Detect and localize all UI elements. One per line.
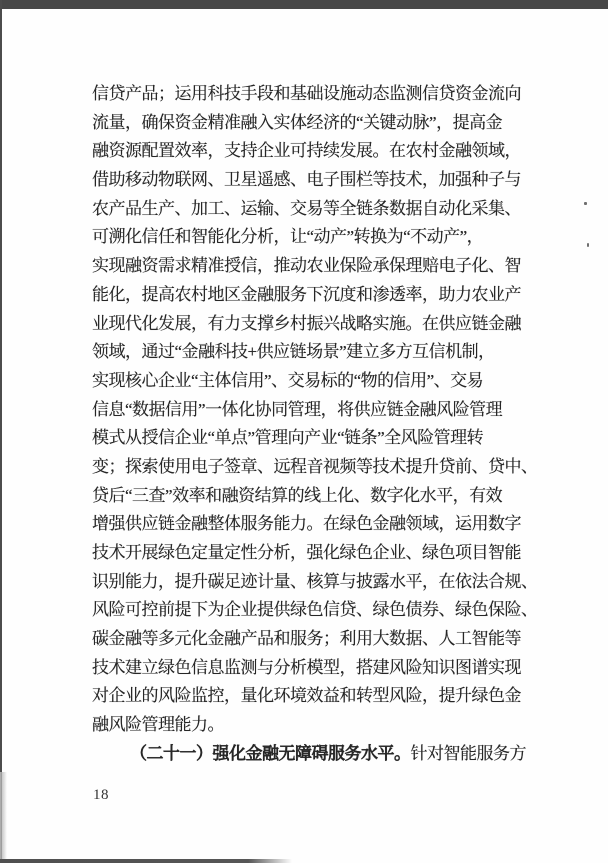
body-text-line: 业现代化发展，有力支撑乡村振兴战略实施。在供应链金融 (92, 313, 521, 333)
body-text-line: 信贷产品；运用科技手段和基础设施动态监测信贷资金流向 (92, 84, 521, 103)
scan-edge-left (0, 0, 2, 863)
body-text-line: 技术建立绿色信息监测与分析模型，搭建风险知识图谱实现 (92, 657, 521, 677)
scan-edge-top (0, 0, 608, 9)
body-text-line: 实现融资需求精准授信，推动农业保险承保理赔电子化、智 (92, 256, 521, 276)
body-text-line: 贷后“三查”效率和融资结算的线上化、数字化水平，有效 (92, 485, 503, 505)
paragraph-continuation (92, 80, 552, 740)
section-heading: （二十一）强化金融无障碍服务水平。 (130, 743, 411, 763)
scan-speck (584, 202, 587, 205)
body-text-line: 融风险管理能力。 (92, 715, 224, 735)
body-text-line: 识别能力，提升碳足迹计量、核算与披露水平，在依法合规、 (92, 571, 538, 591)
body-text-line: 模式从授信企业“单点”管理向产业“链条”全风险管理转 (92, 428, 484, 448)
body-text-line: 风险可控前提下为企业提供绿色信贷、绿色债券、绿色保险、 (92, 600, 538, 620)
body-text-line: 融资源配置效率，支持企业可持续发展。在农村金融领域， (92, 141, 521, 161)
body-text-line: 碳金融等多元化金融产品和服务；利用大数据、人工智能等 (92, 629, 521, 649)
body-text-line: 流量，确保资金精准融入实体经济的“关键动脉”，提高金 (92, 112, 503, 132)
scan-edge-bottom (0, 859, 292, 863)
body-text-line: 借助移动物联网、卫星遥感、电子围栏等技术，加强种子与 (92, 170, 521, 190)
body-text-line: 能化，提高农村地区金融服务下沉度和渗透率，助力农业产 (92, 284, 521, 304)
page-number: 18 (93, 787, 109, 803)
section-paragraph-line (92, 740, 552, 769)
scan-edge-left-shadow (0, 772, 7, 863)
section-body-text: 针对智能服务方 (410, 743, 526, 763)
body-text-line: 技术开展绿色定量定性分析，强化绿色企业、绿色项目智能 (92, 543, 521, 562)
body-text-line: 增强供应链金融整体服务能力。在绿色金融领域，运用数字 (92, 514, 521, 534)
body-text-line: 农产品生产、加工、运输、交易等全链条数据自动化采集、 (92, 198, 521, 218)
body-text-line: 信息“数据信用”一体化协同管理，将供应链金融风险管理 (92, 399, 503, 419)
body-text-line: 变；探索使用电子签章、远程音视频等技术提升贷前、贷中、 (92, 456, 538, 476)
scan-speck (587, 243, 589, 247)
body-text-line: 实现核心企业“主体信用”、交易标的“物的信用”、交易 (92, 370, 484, 390)
body-text-line: 领域，通过“金融科技+供应链场景”建立多方互信机制， (92, 342, 495, 362)
body-text-line: 对企业的风险监控，量化环境效益和转型风险，提升绿色金 (92, 686, 521, 706)
body-text-line: 可溯化信任和智能化分析，让“动产”转换为“不动产”， (92, 227, 484, 247)
document-body (92, 80, 552, 769)
